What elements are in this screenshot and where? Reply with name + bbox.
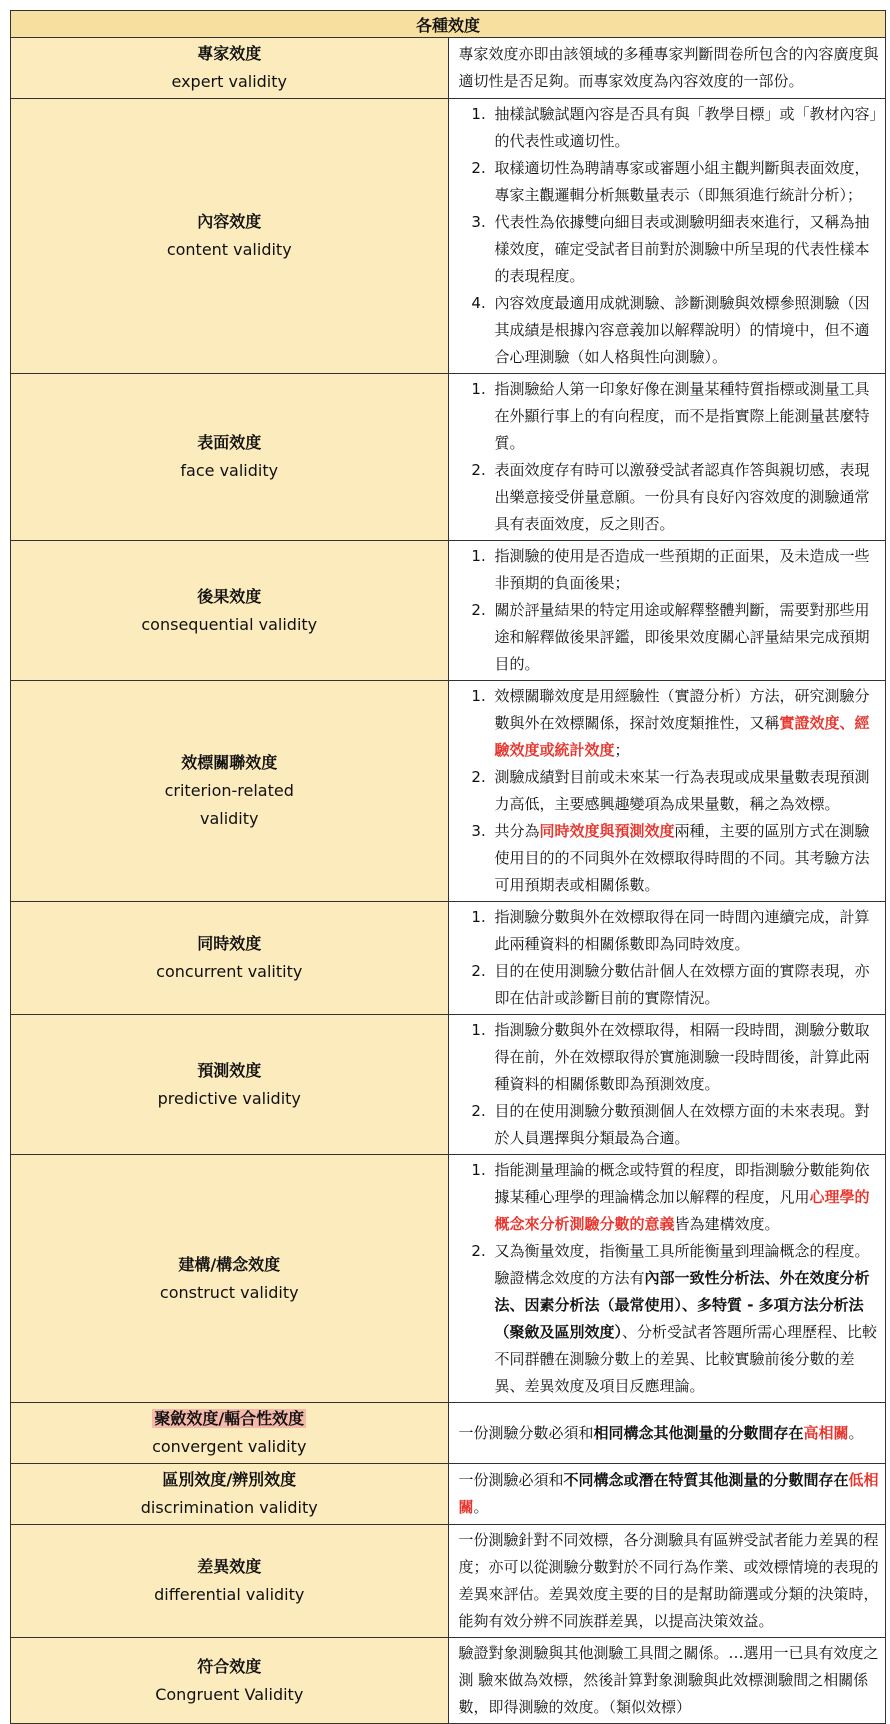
highlight-red: 實證效度、經驗效度或統計效度 [494, 714, 870, 759]
row-construct-validity [11, 1155, 886, 1403]
heading-en: expert validity [171, 72, 287, 91]
row-heading [11, 38, 449, 99]
row-heading [11, 541, 449, 681]
list-item: 3. 代表性為依據雙向細目表或測驗明細表來進行，又稱為抽樣效度，確定受試者目前對於測驗中所呈現的代表性樣本的表現程度。 [491, 209, 880, 290]
row-heading [11, 374, 449, 541]
item-list [459, 101, 880, 371]
list-item: 2. 目的在使用測驗分數估計個人在效標方面的實際表現，亦即在估計或診斷目前的實際情況。 [491, 958, 880, 1012]
list-item: 2. 表面效度存有時可以激發受試者認真作答與親切感，表現出樂意接受併量意願。一份具有良好內容效度的測驗通常具有表面效度，反之則否。 [491, 457, 880, 538]
heading-en: criterion-related [164, 781, 294, 800]
row-predictive-validity [11, 1015, 886, 1155]
row-description [448, 99, 886, 374]
row-description [448, 681, 886, 902]
row-convergent-validity [11, 1403, 886, 1464]
heading-en: consequential validity [141, 614, 318, 634]
text-segment: 效標關聯效度是用經驗性（實證分析）方法，研究測驗分數與外在效標關係，探討效度類推性，又稱 [494, 687, 870, 732]
text-segment: 又為衡量效度，指衡量工具所能衡量到理論概念的程度。驗證構念效度的方法有 [494, 1242, 870, 1287]
list-item: 1. 指測驗的使用是否造成一些預期的正面果，及未造成一些非預期的負面後果； [491, 543, 880, 597]
heading-en: differential validity [154, 1585, 305, 1604]
list-item [491, 818, 880, 899]
text-segment: 共分為 [494, 822, 540, 840]
row-discrimination-validity [11, 1464, 886, 1525]
list-item: 1. 指測驗分數與外在效標取得，相隔一段時間，測驗分數取得在前，外在效標取得於實施測驗一段時間後，計算此兩種資料的相關係數即為預測效度。 [491, 1017, 880, 1098]
heading-zh-wrap [13, 1405, 446, 1433]
row-congruent-validity [11, 1638, 886, 1724]
highlight-red: 低相關 [458, 1471, 879, 1516]
heading-en: concurrent valitity [156, 962, 303, 981]
row-content-validity [11, 99, 886, 374]
item-list [459, 376, 880, 538]
heading-zh: 同時效度 [197, 934, 262, 953]
heading-zh: 區別效度/辨別效度 [162, 1470, 297, 1489]
heading-en: discrimination validity [140, 1498, 318, 1517]
item-list [459, 1017, 880, 1152]
text-segment: 。 [848, 1423, 864, 1442]
row-description [448, 1403, 886, 1464]
row-description: 驗證對象測驗與其他測驗工具間之關係。…選用一已具有效度之測 驗來做為效標，然後計算對象測驗與此效標測驗間之相關係數，即得測驗的效度。（類似效標） [448, 1638, 886, 1724]
heading-zh: 差異效度 [197, 1557, 262, 1576]
heading-zh: 建構/構念效度 [178, 1254, 281, 1274]
row-description: 專家效度亦即由該領域的多種專家判斷問卷所包含的內容廣度與適切性是否足夠。而專家效度為內容效度的一部份。 [448, 38, 886, 99]
item-list [459, 543, 880, 678]
list-item: 1. 指測驗分數與外在效標取得在同一時間內連續完成，計算此兩種資料的相關係數即為同時效度。 [491, 904, 880, 958]
heading-en: construct validity [159, 1282, 299, 1302]
row-criterion-related-validity [11, 681, 886, 902]
list-item: 2. 目的在使用測驗分數預測個人在效標方面的未來表現。對於人員選擇與分類最為合適。 [491, 1098, 880, 1152]
row-heading [11, 902, 449, 1015]
item-list [459, 1157, 880, 1400]
highlight-bold: 相同構念其他測量的分數間存在 [593, 1423, 804, 1442]
heading-zh: 預測效度 [197, 1060, 262, 1080]
item-list [459, 683, 880, 899]
highlight-red: 心理學的概念來分析測驗分數的意義 [494, 1188, 870, 1233]
list-item: 1. 指測驗給人第一印象好像在測量某種特質指標或測量工具在外顯行事上的有向程度，而不是指實際上能測量甚麼特質。 [491, 376, 880, 457]
list-item [491, 1238, 880, 1400]
highlight-red: 同時效度與預測效度 [539, 822, 675, 840]
row-description: 一份測驗針對不同效標，各分測驗具有區辨受試者能力差異的程度；亦可以從測驗分數對於不同行為作業、或效標情境的表現的差異來評估。差異效度主要的目的是幫助篩選或分類的決策時，能夠有效分辨不同族群差異，以提高決策效益。 [448, 1525, 886, 1638]
row-expert-validity [11, 38, 886, 99]
heading-zh: 內容效度 [197, 212, 262, 231]
text-segment: ； [614, 741, 630, 759]
list-item: 2. 測驗成績對目前或未來某一行為表現或成果量數表現預測力高低，主要感興趣變項為成果量數，稱之為效標。 [491, 764, 880, 818]
heading-en: convergent validity [152, 1437, 307, 1456]
row-description [448, 1015, 886, 1155]
table-title: 各種效度 [11, 11, 886, 38]
list-item: 4. 內容效度最適用成就測驗、診斷測驗與效標參照測驗（因其成績是根據內容意義加以解釋說明）的情境中，但不適合心理測驗（如人格與性向測驗）。 [491, 290, 880, 371]
list-item: 1. 抽樣試驗試題內容是否具有與「教學目標」或「教材內容」的代表性或適切性。 [491, 101, 880, 155]
row-heading [11, 1403, 449, 1464]
heading-zh: 後果效度 [197, 586, 262, 606]
heading-zh: 符合效度 [197, 1656, 262, 1676]
heading-zh: 表面效度 [197, 433, 262, 452]
row-consequential-validity [11, 541, 886, 681]
text-segment: 一份測驗分數必須和 [458, 1423, 594, 1442]
row-heading [11, 1155, 449, 1403]
list-item: 2. 取樣適切性為聘請專家或審題小組主觀判斷與表面效度，專家主觀邏輯分析無數量表示（即無須進行統計分析）； [491, 155, 880, 209]
row-heading [11, 681, 449, 902]
list-item [491, 1157, 880, 1238]
row-heading [11, 1638, 449, 1724]
row-description [448, 541, 886, 681]
heading-en: face validity [180, 461, 279, 480]
row-differential-validity [11, 1525, 886, 1638]
heading-en: Congruent Validity [155, 1684, 304, 1704]
heading-zh: 聚斂效度/輻合性效度 [154, 1409, 305, 1428]
heading-en-line2: validity [199, 809, 259, 828]
row-description [448, 374, 886, 541]
heading-en: predictive validity [157, 1088, 301, 1108]
row-description [448, 902, 886, 1015]
row-description [448, 1155, 886, 1403]
text-segment: 一份測驗必須和 [458, 1471, 564, 1489]
text-segment: 兩種，主要的區別方式在測驗使用目的的不同與外在效標取得時間的不同。其考驗方法可用預期表或相關係數。 [494, 822, 870, 894]
row-description [448, 1464, 886, 1525]
validity-table [10, 10, 886, 1724]
heading-en: content validity [166, 240, 292, 259]
list-item: 2. 關於評量結果的特定用途或解釋整體判斷，需要對那些用途和解釋做後果評鑑，即後果效度關心評量結果完成預期目的。 [491, 597, 880, 678]
highlight-red: 高相關 [803, 1423, 849, 1442]
highlight-bold: 不同構念或潛在特質其他測量的分數間存在 [563, 1471, 849, 1489]
heading-zh: 效標關聯效度 [181, 753, 278, 772]
list-item [491, 683, 880, 764]
text-segment: 指能測量理論的概念或特質的程度，即指測驗分數能夠依據某種心理學的理論構念加以解釋的程度，凡用 [494, 1161, 870, 1206]
text-segment: 。 [473, 1498, 489, 1516]
row-heading [11, 1464, 449, 1525]
row-heading [11, 1015, 449, 1155]
highlight-bold: 內部一致性分析法、外在效度分析法、因素分析法（最常使用）、多特質 - 多項方法分析法（聚斂及區別效度） [494, 1269, 870, 1341]
text-segment: 、分析受試者答題所需心理歷程、比較不同群體在測驗分數上的差異、比較實驗前後分數的差異、差異效度及項目反應理論。 [494, 1323, 878, 1395]
row-heading [11, 99, 449, 374]
row-face-validity [11, 374, 886, 541]
row-heading [11, 1525, 449, 1638]
heading-zh: 專家效度 [197, 44, 262, 63]
table-header-row [11, 11, 886, 38]
item-list [459, 904, 880, 1012]
row-concurrent-validity [11, 902, 886, 1015]
text-segment: 皆為建構效度。 [674, 1215, 780, 1233]
